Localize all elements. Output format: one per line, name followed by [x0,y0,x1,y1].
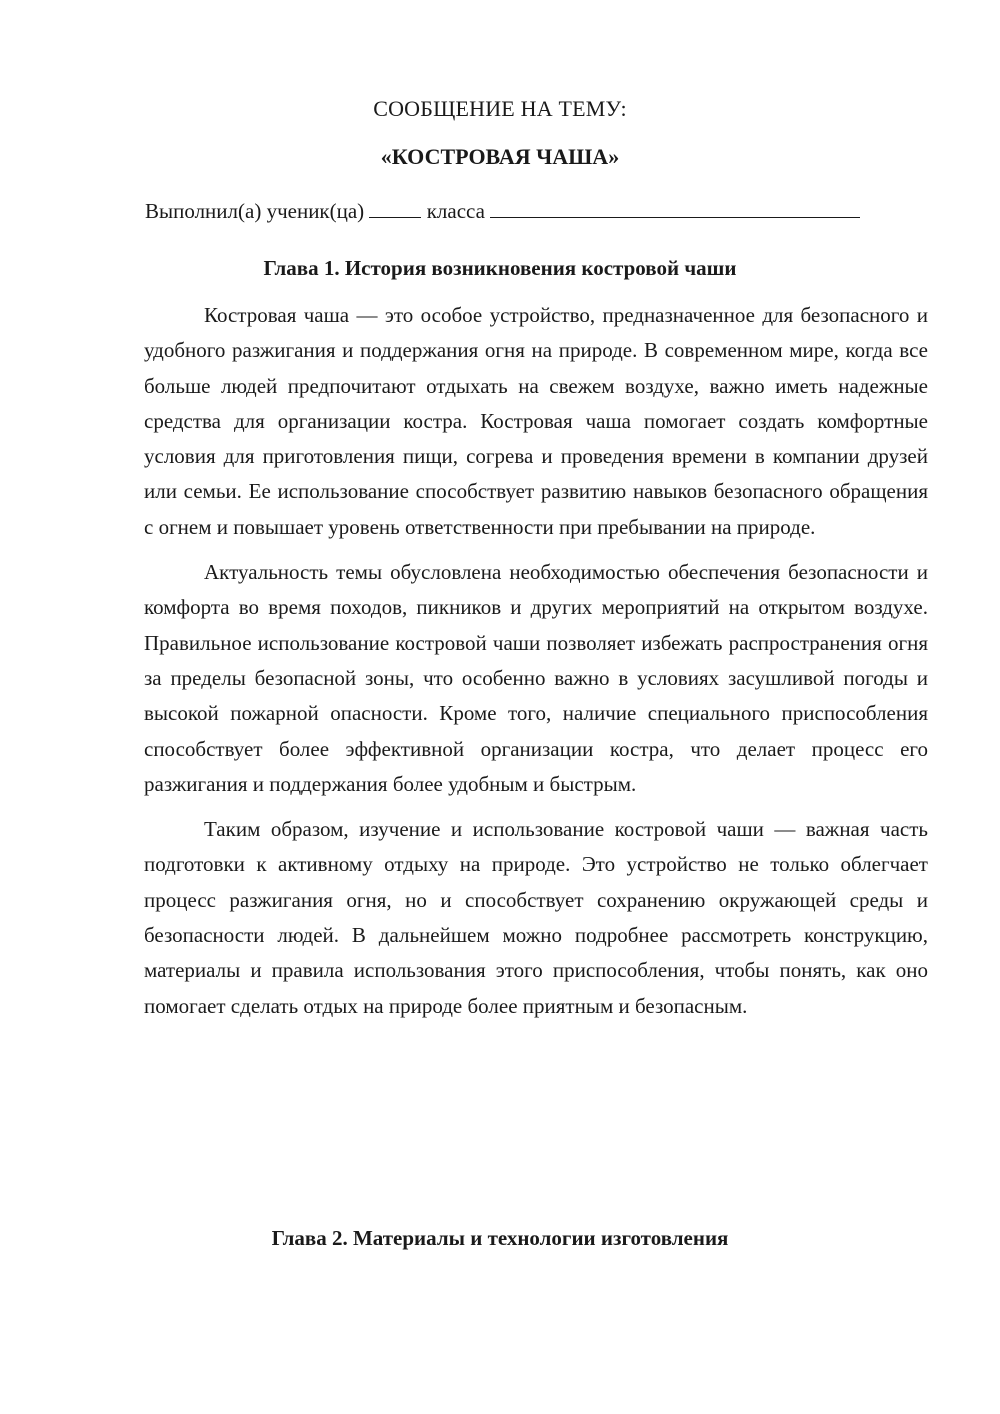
chapter-2-title: Глава 2. Материалы и технологии изготовления [271,1226,729,1250]
paragraph: Костровая чаша — это особое устройство, предназначенное для безопасного и удобного разжигания и поддержания огня на природе. В современном мире, когда все больше людей предпочитают отдыхать на свежем воздухе, важно иметь надежные средства для организации костра. Костровая чаша помогает создать комфортные условия для приготовления пищи, согрева и проведения времени в компании друзей или семьи. Ее использование способствует развитию навыков безопасного обращения с огнем и повышает уровень ответственности при пребывании на природе. [144,303,928,539]
document-topic: «КОСТРОВАЯ ЧАША» [380,144,620,169]
performer-class-label: класса [426,199,485,223]
paragraph: Актуальность темы обусловлена необходимостью обеспечения безопасности и комфорта во время походов, пикников и других мероприятий на открытом воздухе. Правильное использование костровой чаши позволяет избежать распространения огня за пределы безопасной зоны, что особенно важно в условиях засушливой погоды и высокой пожарной опасности. Кроме того, наличие специального приспособления способствует более эффективной организации костра, что делает процесс его разжигания и поддержания более удобным и быстрым. [144,560,928,796]
chapter-1-title: Глава 1. История возникновения костровой чаши [263,256,737,280]
performer-prefix: Выполнил(а) ученик(ца) [145,199,365,223]
performer-line [145,198,935,225]
paragraph: Таким образом, изучение и использование костровой чаши — важная часть подготовки к активному отдыху на природе. Это устройство не только облегчает процесс разжигания огня, но и способствует сохранению окружающей среды и безопасности людей. В дальнейшем можно подробнее рассмотреть конструкцию, материалы и правила использования этого приспособления, чтобы понять, как оно помогает сделать отдых на природе более приятным и безопасным. [144,817,928,1018]
class-number-blank [369,199,421,218]
document-subject: СООБЩЕНИЕ НА ТЕМУ: [373,96,627,121]
student-name-blank [490,199,860,218]
chapter-1-body [144,298,928,1034]
